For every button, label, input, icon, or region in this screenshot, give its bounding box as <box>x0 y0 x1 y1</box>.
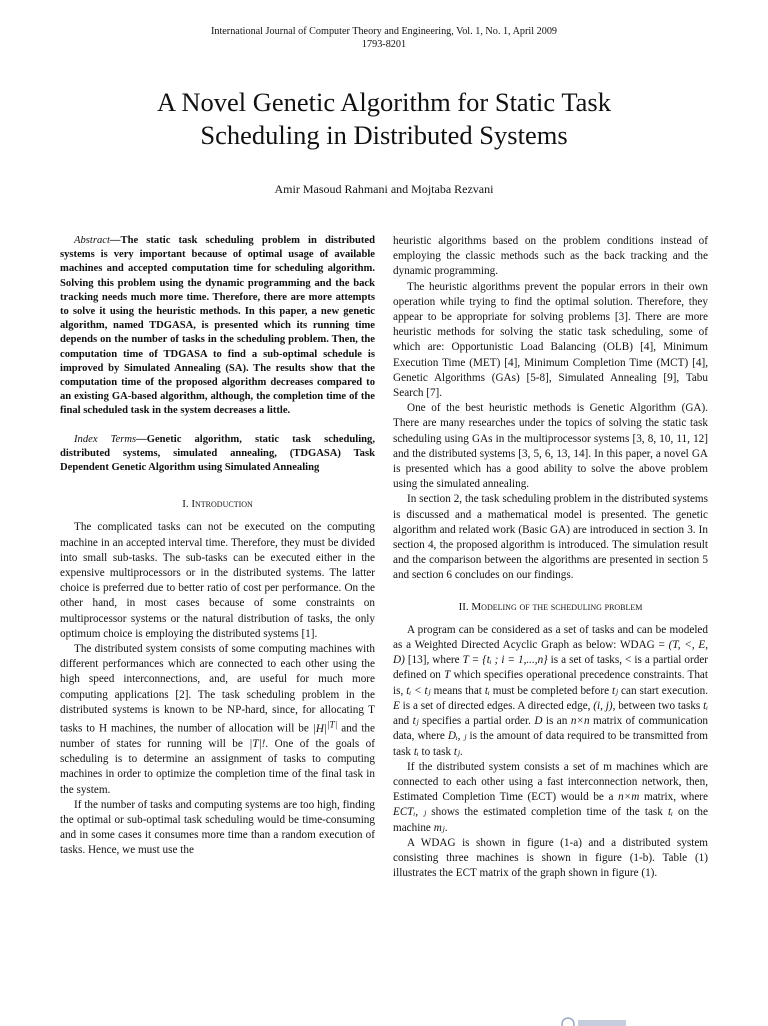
paragraph-text: A program can be considered as a set of tasks and can be modeled as a Weighted Directed Acyclic Graph as below: WDAG = <box>393 623 708 652</box>
math-expression: ECTᵢ, ⱼ <box>393 806 427 819</box>
paragraph-text: to task <box>418 745 454 758</box>
math-symbol: E <box>393 699 400 712</box>
journal-citation: International Journal of Computer Theory and Engineering, Vol. 1, No. 1, April 2009 <box>210 26 558 37</box>
math-expression: n×n <box>570 715 590 728</box>
abstract-label: Abstract <box>74 235 110 246</box>
math-expression: (i, j) <box>593 699 613 712</box>
math-base: |H| <box>312 722 327 735</box>
math-expression: tᵢ < tⱼ <box>406 684 431 697</box>
abstract-text: —The static task scheduling problem in distributed systems is very important because of optimal usage of available machines and accepted computation time for scheduling algorithm. Solving this problem using the dynamic programming and the back tracking needs much more time. Therefore, there are more attempts to solve it using the heuristic methods. In this paper, a new genetic algorithm, named TDGASA, is presented which its running time depends on the number of tasks in the scheduling problem. Then, the computation time of TDGASA to find a sub-optimal schedule is improved by Simulated Annealing (SA). The results show that the computation time of the proposed algorithm decreases compared to an existing GA-based algorithm, although, the completion time of the final scheduled task in the system decreases a little. <box>60 235 375 417</box>
math-expression: Dᵢ, ⱼ <box>447 730 467 743</box>
paragraph-text: on the machine <box>393 806 708 834</box>
math-allocation-count <box>312 720 338 735</box>
section-title: Introduction <box>191 498 253 511</box>
publisher-logo-icon <box>560 1014 630 1026</box>
paragraph-text: specifies a partial order. <box>418 715 535 728</box>
right-column <box>393 234 708 881</box>
paragraph-text: matrix of communication data, where <box>393 715 709 743</box>
math-symbol: tᵢ <box>413 745 419 758</box>
modeling-paragraph-1 <box>393 623 708 760</box>
paragraph-text: . <box>459 745 463 758</box>
modeling-paragraph-3: A WDAG is shown in figure (1-a) and a distributed system consisting three machines is shown in figure (1-b). Table (1) illustrates the ECT matrix of the graph shown in figure (1). <box>393 836 708 880</box>
paragraph-text: is the amount of data required to be transmitted from task <box>393 730 708 758</box>
paragraph-text: which specifies operational precedence constraints. That is, <box>393 669 709 697</box>
paragraph-text: must be completed before <box>489 684 612 697</box>
paragraph-text: shows the estimated completion time of the task <box>426 806 668 819</box>
intro-paragraph-1: The complicated tasks can not be executed on the computing machine in an accepted interval time. Therefore, they must be divided into small sub-tasks. The sub-tasks can be executed either in the expensive multiprocessors or in the distributed systems. The latter choice is preferred due to better ratio of cost per performance. On the other hand, in most cases because of some constraints on multiprocessor systems or the natural distribution of tasks, the only optimum choice is employing the distributed systems [1]. <box>60 521 375 640</box>
math-symbol: tᵢ <box>484 684 490 697</box>
journal-header <box>0 26 768 51</box>
paragraph-text: means that <box>430 684 485 697</box>
right-paragraph-4: In section 2, the task scheduling problem in the distributed systems is discussed and a mathematical model is presented. The genetic algorithm and related work (Basic GA) are introduced in section 3. In section 4, the proposed algorithm is introduced. The simulation result and the comparison between the algorithms are presented in section 5 and section 6 concludes on our findings. <box>393 493 708 582</box>
paragraph-text: is a set of directed edges. A directed edge, <box>399 699 594 712</box>
right-paragraph-3: One of the best heuristic methods is Genetic Algorithm (GA). There are many researches under the topics of solving the static task scheduling using GAs in the multiprocessor systems [3, 8, 10, 11, 12] and the distributed systems [3, 5, 6, 13, 14]. In this paper, a novel GA is presented which has a good ability to solve the above problem using the simulated annealing. <box>393 402 708 491</box>
title-line-1: A Novel Genetic Algorithm for Static Task <box>157 87 611 117</box>
math-symbol: tⱼ <box>412 715 419 728</box>
math-symbol: tᵢ <box>668 806 673 819</box>
section-number: I. <box>182 498 192 511</box>
intro-paragraph-2 <box>60 642 375 798</box>
paragraph-text: and <box>393 715 413 728</box>
section-title: Modeling of the scheduling problem <box>471 600 643 613</box>
abstract <box>60 234 375 419</box>
section-heading-introduction <box>60 497 375 512</box>
paragraph-text: can start execution. <box>618 684 708 697</box>
math-symbol: D <box>534 715 543 728</box>
paragraph-text: [13], where <box>404 654 463 667</box>
math-state-count: |T|! <box>249 738 266 751</box>
math-symbol: tⱼ <box>611 684 619 697</box>
math-symbol: tⱼ <box>453 745 460 758</box>
math-symbol: mⱼ <box>433 821 445 834</box>
right-paragraph-2: The heuristic algorithms prevent the popular errors in their own operation while trying to find the optimal solution. Therefore, they appear to be appropriate for solving problems [3]. There are more heuristic methods for solving the static task scheduling, some of which are: Opportunistic Load Balancing (OLB) [4], Minimum Execution Time (MET) [4], Minimum Completion Time (MCT) [4], Genetic Algorithms (GAs) [5-8], Simulated Annealing [9], Tabu Search [7]. <box>393 280 708 400</box>
modeling-paragraph-2 <box>393 760 708 836</box>
paragraph-text: and the number of states for running will be <box>60 722 375 751</box>
index-terms-label: Index Terms <box>74 433 137 445</box>
intro-paragraph-3: If the number of tasks and computing systems are too high, finding the optimal or sub-optimal task scheduling would be time-consuming and in some cases it consumes more time than a random execution of tasks. Hence, we must use the <box>60 798 375 857</box>
journal-issn: 1793-8201 <box>361 38 407 50</box>
paragraph-text: matrix, where <box>639 791 708 804</box>
paragraph-text: The distributed system consists of some computing machines with different performances which are connected to each other using the high speed interconnections, and, are useful for much more computing applications [2]. The task scheduling problem in the distributed systems is known to be NP-hard, since, for allocating T tasks to H machines, the number of allocation will be <box>60 643 375 735</box>
right-paragraph-1: heuristic algorithms based on the problem conditions instead of employing the classic methods such as the back tracking and the dynamic programming. <box>393 235 708 278</box>
left-column <box>60 234 375 859</box>
section-number: II. <box>458 600 472 613</box>
paper-title <box>60 86 708 152</box>
title-line-2: Scheduling in Distributed Systems <box>200 120 568 150</box>
section-heading-modeling <box>393 600 708 615</box>
author-list: Amir Masoud Rahmani and Mojtaba Rezvani <box>274 182 494 196</box>
index-terms-text: —Genetic algorithm, static task scheduling, distributed systems, simulated annealing, (TDGASA) Task Dependent Genetic Algorithm using Simulated Annealing <box>60 433 375 474</box>
math-symbol: T <box>444 669 451 682</box>
paragraph-text: is an <box>542 715 571 728</box>
paragraph-text: , between two tasks <box>612 699 704 712</box>
paragraph-text: . One of the goals of scheduling is to determine an assignment of tasks to computing machines in order to optimize the completion time of the final task in the system. <box>60 738 375 796</box>
paragraph-text: is a set of tasks, < is a partial order defined on <box>393 654 709 682</box>
paragraph-text: If the distributed system consists a set of m machines which are connected to each other using a fast interconnection network, then, Estimated Completion Time (ECT) would be a <box>393 760 708 804</box>
math-tuple: (T, <, E, D) <box>393 639 709 667</box>
math-exponent: |T| <box>326 720 338 731</box>
math-symbol: tᵢ <box>703 699 708 712</box>
math-set: T = {tᵢ ; i = 1,...,n} <box>462 654 548 667</box>
math-expression: n×m <box>618 791 640 804</box>
index-terms <box>60 433 375 476</box>
paragraph-text: . <box>444 821 448 834</box>
